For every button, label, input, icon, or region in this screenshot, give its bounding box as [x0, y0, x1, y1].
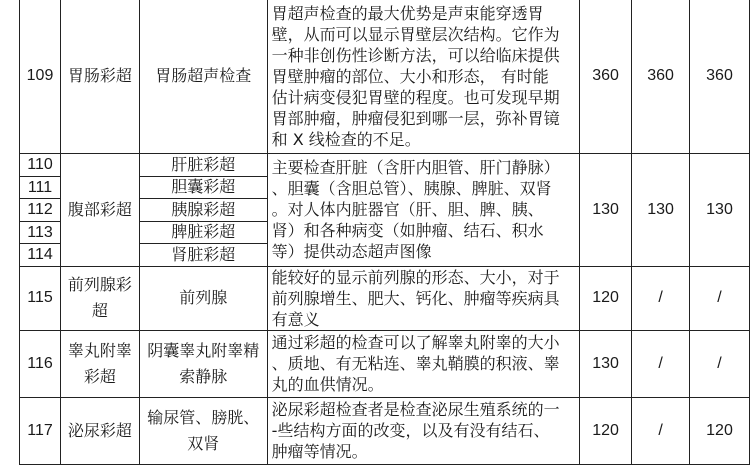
item-name: 胆囊彩超 [139, 176, 267, 199]
description: 泌尿彩超检查者是检查泌尿生殖系统的一 -些结构方面的改变，以及有没有结石、 肿瘤等情况。 [267, 397, 579, 464]
price-3: 360 [690, 0, 750, 154]
price-3: 120 [690, 397, 750, 464]
item-name: 胃肠超声检查 [139, 0, 267, 154]
price-1: 120 [580, 266, 632, 330]
item-number: 115 [20, 266, 61, 330]
item-name: 阴囊睾丸附睾精 索静脉 [139, 330, 267, 397]
table-row [20, 330, 750, 397]
description: 能较好的显示前列腺的形态、大小，对于 前列腺增生、肥大、钙化、肿瘤等疾病具 有意义 [267, 266, 579, 330]
price-2: 130 [632, 154, 690, 267]
description: 主要检查肝脏（含肝内胆管、肝门静脉） 、胆囊（含胆总管）、胰腺、脾脏、双肾 。对人体内脏器官（肝、胆、脾、胰、 肾）和各种病变（如肿瘤、结石、积水 等）提供动态超声图像 [267, 154, 579, 267]
price-1: 360 [580, 0, 632, 154]
item-number: 112 [20, 199, 61, 222]
price-3: / [690, 266, 750, 330]
price-3: / [690, 330, 750, 397]
item-number: 114 [20, 244, 61, 267]
item-number: 110 [20, 154, 61, 177]
price-2: 360 [632, 0, 690, 154]
item-name: 输尿管、膀胱、 双肾 [139, 397, 267, 464]
price-2: / [632, 330, 690, 397]
item-name: 胰腺彩超 [139, 199, 267, 222]
item-name: 前列腺 [139, 266, 267, 330]
item-number: 113 [20, 221, 61, 244]
description: 胃超声检查的最大优势是声束能穿透胃 壁，从而可以显示胃壁层次结构。它作为 一种非创伤性诊断方法，可以给临床提供 胃壁肿瘤的部位、大小和形态， 有时能 估计病变侵犯胃壁的程度。也可发现早期 胃部肿瘤，肿瘤侵犯到哪一层，弥补胃镜 和 X 线检查的不足。 [267, 0, 579, 154]
table-row [20, 154, 750, 177]
item-name: 脾脏彩超 [139, 221, 267, 244]
item-number: 116 [20, 330, 61, 397]
item-number: 117 [20, 397, 61, 464]
price-2: / [632, 397, 690, 464]
category: 泌尿彩超 [60, 397, 139, 464]
category: 腹部彩超 [60, 154, 139, 267]
price-table [19, 0, 750, 465]
item-number: 109 [20, 0, 61, 154]
price-3: 130 [690, 154, 750, 267]
price-1: 130 [580, 154, 632, 267]
category: 胃肠彩超 [60, 0, 139, 154]
category: 睾丸附睾 彩超 [60, 330, 139, 397]
price-2: / [632, 266, 690, 330]
category: 前列腺彩 超 [60, 266, 139, 330]
item-name: 肾脏彩超 [139, 244, 267, 267]
description: 通过彩超的检查可以了解睾丸附睾的大小 、质地、有无粘连、睾丸鞘膜的积液、睾 丸的血供情况。 [267, 330, 579, 397]
price-1: 130 [580, 330, 632, 397]
item-number: 111 [20, 176, 61, 199]
price-1: 120 [580, 397, 632, 464]
table-row [20, 0, 750, 154]
table-row [20, 266, 750, 330]
item-name: 肝脏彩超 [139, 154, 267, 177]
table-row [20, 397, 750, 464]
